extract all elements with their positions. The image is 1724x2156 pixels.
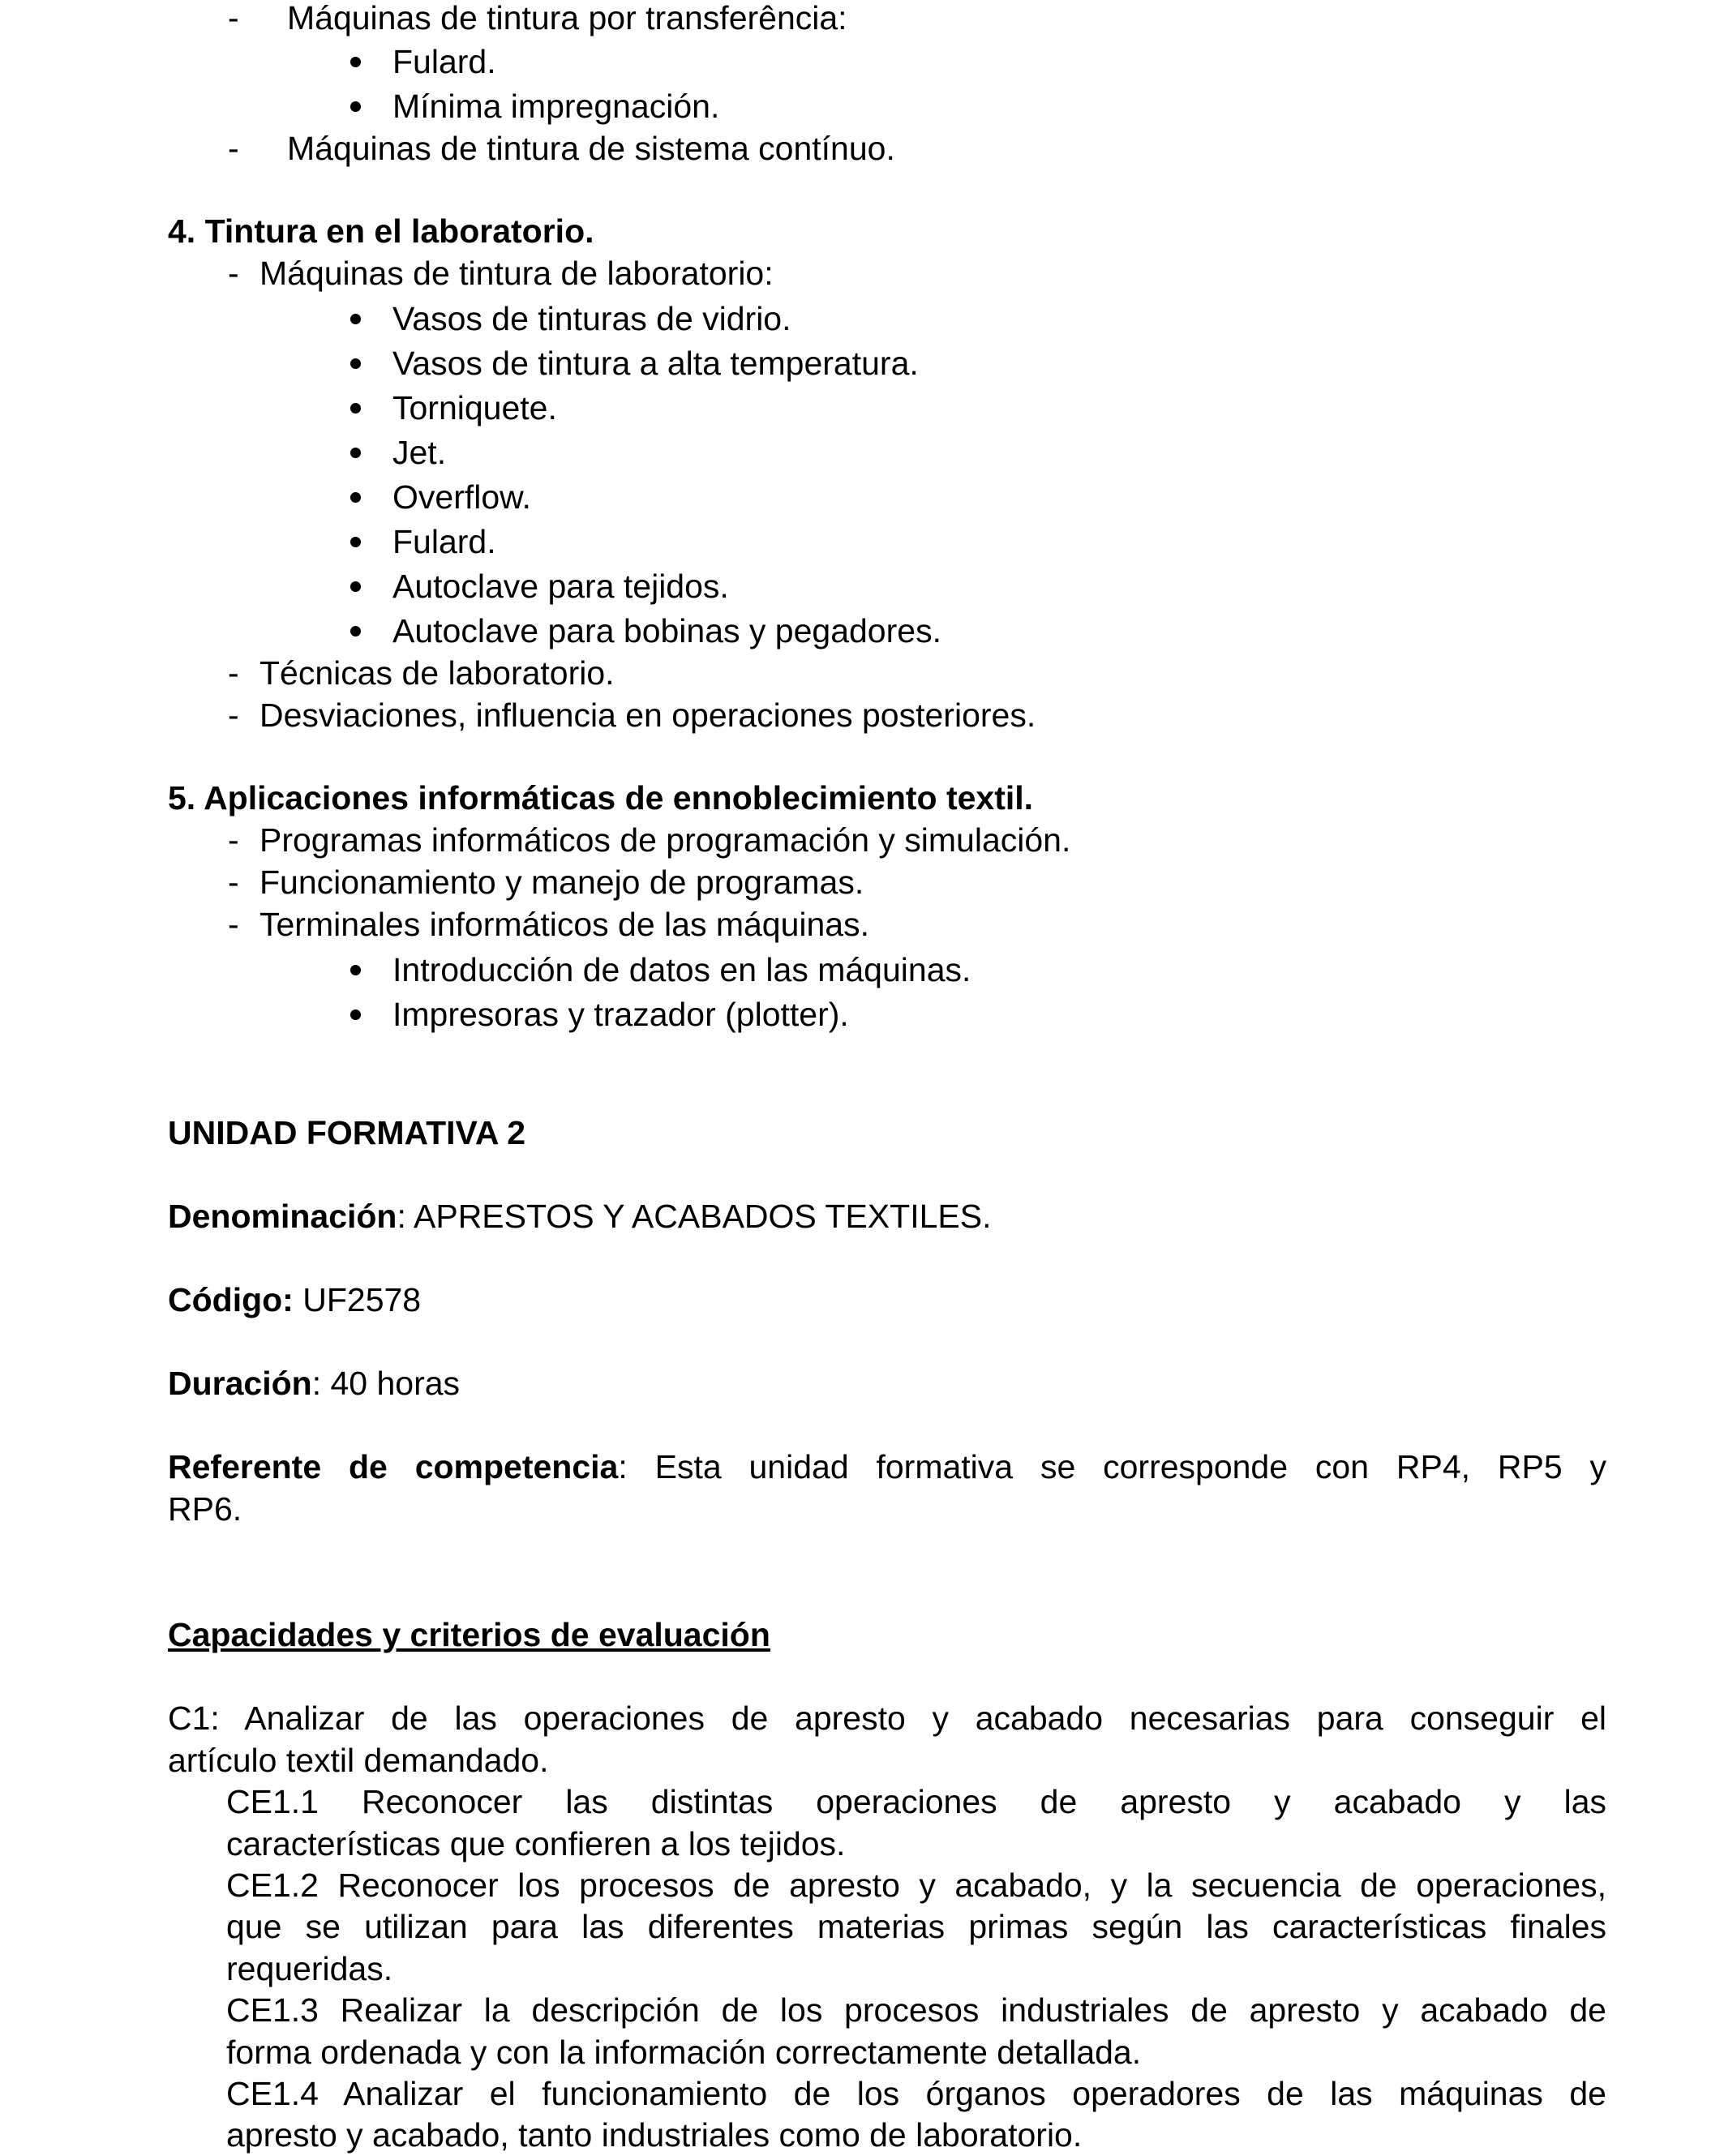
list-dash: - [228,864,239,901]
list-dash: - [228,654,239,692]
c1-line-1: C1: Analizar de las operaciones de apresto y acabado necesarias para conseguir el [168,1700,1606,1737]
ce11-line-1: CE1.1 Reconocer las distintas operaciones de apresto y acabado y las [226,1783,1606,1820]
referente-line-1 [168,1446,1606,1488]
list-item: Máquinas de tintura de laboratorio: [259,255,774,292]
list-dash: - [228,255,239,292]
bullet-icon [350,358,361,369]
bullet-icon [350,965,361,975]
list-item: Autoclave para tejidos. [392,568,729,605]
capacidades-heading: Capacidades y criterios de evaluación [168,1616,770,1653]
denominacion-value: : APRESTOS Y ACABADOS TEXTILES. [397,1198,992,1235]
list-item: Desviaciones, influencia en operaciones posteriores. [259,697,1036,734]
c1-line-2: artículo textil demandado. [168,1742,549,1779]
duracion-line [168,1362,460,1404]
ce13-line-1: CE1.3 Realizar la descripción de los procesos industriales de apresto y acabado de [226,1991,1606,2029]
bullet-icon [350,57,361,67]
bullet-icon [350,1009,361,1020]
referente-value: : Esta unidad formativa se corresponde con RP4, RP5 y [618,1448,1606,1485]
bullet-icon [350,626,361,637]
list-dash: - [228,130,239,167]
list-item: Jet. [392,434,447,471]
duracion-value: : 40 horas [311,1365,461,1402]
unit-title: UNIDAD FORMATIVA 2 [168,1114,526,1151]
list-item: Fulard. [392,43,496,80]
ce11-line-2: características que confieren a los tejidos. [226,1825,846,1862]
list-item: Overflow. [392,478,531,516]
duracion-label: Duración [168,1365,312,1402]
list-dash: - [228,821,239,859]
denominacion-label: Denominación [168,1198,397,1235]
ce14-line-1: CE1.4 Analizar el funcionamiento de los órganos operadores de las máquinas de [226,2075,1606,2112]
codigo-line [168,1279,421,1321]
ce12-line-1: CE1.2 Reconocer los procesos de apresto y acabado, y la secuencia de operaciones, [226,1867,1606,1904]
list-item: Mínima impregnación. [392,88,720,125]
ce12-line-2: que se utilizan para las diferentes materias primas según las características finales [226,1908,1606,1945]
bullet-icon [350,537,361,547]
list-item: Vasos de tinturas de vidrio. [392,300,791,337]
ce14-line-2: apresto y acabado, tanto industriales como de laboratorio. [226,2116,1083,2154]
bullet-icon [350,581,361,592]
referente-label: Referente de competencia [168,1448,619,1485]
list-item: Autoclave para bobinas y pegadores. [392,612,941,649]
bullet-icon [350,101,361,112]
list-item: Programas informáticos de programación y simulación. [259,821,1071,859]
list-item: Vasos de tintura a alta temperatura. [392,345,919,382]
list-dash: - [228,906,239,943]
section-heading: 4. Tintura en el laboratorio. [168,212,594,250]
list-item: Máquinas de tintura por transferência: [287,0,847,36]
bullet-icon [350,314,361,324]
list-dash: - [228,697,239,734]
bullet-icon [350,492,361,503]
list-item: Fulard. [392,523,496,560]
ce12-line-3: requeridas. [226,1950,393,1987]
list-dash: - [228,0,239,36]
referente-line-2: RP6. [168,1490,242,1528]
list-item: Funcionamiento y manejo de programas. [259,864,864,901]
denominacion-line [168,1195,991,1237]
list-item: Máquinas de tintura de sistema contínuo. [287,130,895,167]
codigo-value: UF2578 [293,1281,422,1318]
list-item: Torniquete. [392,389,557,426]
codigo-label: Código: [168,1281,294,1318]
ce13-line-2: forma ordenada y con la información correctamente detallada. [226,2034,1142,2071]
list-item: Impresoras y trazador (plotter). [392,996,849,1033]
section-heading: 5. Aplicaciones informáticas de ennoblecimiento textil. [168,779,1034,817]
list-item: Técnicas de laboratorio. [259,654,615,692]
bullet-icon [350,448,361,458]
list-item: Introducción de datos en las máquinas. [392,951,971,988]
bullet-icon [350,403,361,414]
list-item: Terminales informáticos de las máquinas. [259,906,869,943]
